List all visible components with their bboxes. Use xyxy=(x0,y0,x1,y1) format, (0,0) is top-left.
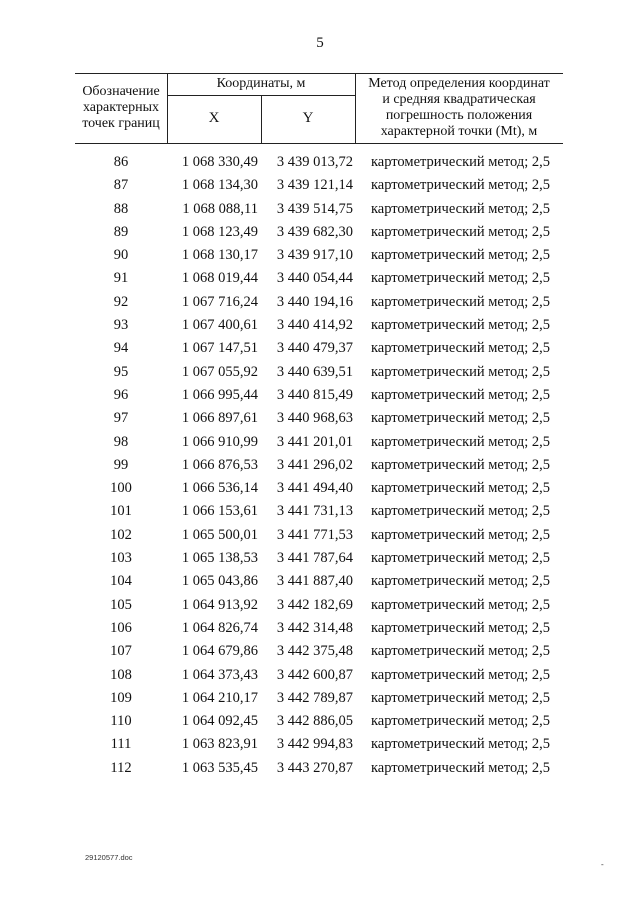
table-row xyxy=(75,291,563,314)
table-header xyxy=(75,73,563,143)
point-number: 105 xyxy=(110,596,132,613)
coordinate-x: 1 065 500,01 xyxy=(181,526,258,543)
table-row xyxy=(75,524,563,547)
point-number: 95 xyxy=(113,363,129,380)
coordinate-x: 1 066 536,14 xyxy=(181,480,258,497)
point-number: 86 xyxy=(113,154,129,170)
header-bottom-rule xyxy=(75,143,563,144)
method-cell: картометрический метод; 2,5 xyxy=(370,223,551,240)
method-cell: картометрический метод; 2,5 xyxy=(370,433,551,450)
point-number: 99 xyxy=(113,456,129,473)
page-number: 5 xyxy=(316,35,324,51)
file-name: 29120577.doc xyxy=(85,853,133,862)
point-number: 87 xyxy=(113,177,129,194)
coordinate-x: 1 068 330,49 xyxy=(181,154,258,170)
method-cell: картометрический метод; 2,5 xyxy=(370,363,551,380)
method-cell: картометрический метод; 2,5 xyxy=(370,247,551,264)
point-number: 101 xyxy=(110,503,132,520)
coordinate-y: 3 439 917,10 xyxy=(276,247,353,264)
table-row xyxy=(75,664,563,687)
point-number: 106 xyxy=(110,619,132,636)
coordinate-y: 3 442 789,87 xyxy=(276,689,353,706)
coordinate-y: 3 442 600,87 xyxy=(276,666,353,683)
point-number: 89 xyxy=(113,223,129,240)
table-row xyxy=(75,547,563,570)
coordinate-y: 3 440 639,51 xyxy=(276,363,353,380)
method-cell: картометрический метод; 2,5 xyxy=(370,270,551,287)
coordinate-y: 3 442 375,48 xyxy=(276,643,353,660)
method-cell: картометрический метод; 2,5 xyxy=(370,154,551,170)
method-cell: картометрический метод; 2,5 xyxy=(370,317,551,334)
method-cell: картометрический метод; 2,5 xyxy=(370,619,551,636)
point-number: 107 xyxy=(110,643,132,660)
method-cell: картометрический метод; 2,5 xyxy=(370,736,551,753)
coordinate-y: 3 442 994,83 xyxy=(276,736,353,753)
point-number: 98 xyxy=(113,433,129,450)
coordinate-y: 3 442 314,48 xyxy=(276,619,353,636)
coordinate-x: 1 064 679,86 xyxy=(181,643,258,660)
table-row xyxy=(75,640,563,663)
coordinate-x: 1 064 373,43 xyxy=(181,666,258,683)
coordinate-y: 3 441 787,64 xyxy=(276,550,353,567)
coordinate-y: 3 439 013,72 xyxy=(276,154,353,170)
point-number: 100 xyxy=(110,480,132,497)
coordinate-y: 3 440 968,63 xyxy=(276,410,353,427)
table-row xyxy=(75,500,563,523)
point-number: 112 xyxy=(110,759,132,776)
coordinate-x: 1 065 043,86 xyxy=(181,573,258,590)
table-row xyxy=(75,198,563,221)
coordinate-x: 1 066 153,61 xyxy=(181,503,258,520)
corner-mark: - xyxy=(601,860,604,869)
coordinate-x: 1 068 134,30 xyxy=(181,177,258,194)
table-row xyxy=(75,337,563,360)
table-row xyxy=(75,244,563,267)
header-top-rule xyxy=(75,73,563,74)
coordinate-y: 3 440 194,16 xyxy=(276,293,353,310)
coordinate-x: 1 065 138,53 xyxy=(181,550,258,567)
coordinate-y: 3 440 815,49 xyxy=(276,386,353,403)
point-number: 91 xyxy=(113,270,129,287)
table-row xyxy=(75,314,563,337)
method-cell: картометрический метод; 2,5 xyxy=(370,526,551,543)
coordinate-x: 1 066 876,53 xyxy=(181,456,258,473)
coordinate-y: 3 441 296,02 xyxy=(276,456,353,473)
coordinate-x: 1 063 535,45 xyxy=(181,759,258,776)
coordinate-y: 3 442 182,69 xyxy=(276,596,353,613)
coordinate-x: 1 067 400,61 xyxy=(181,317,258,334)
coordinate-x: 1 063 823,91 xyxy=(181,736,258,753)
table-row xyxy=(75,384,563,407)
method-cell: картометрический метод; 2,5 xyxy=(370,689,551,706)
table-row xyxy=(75,570,563,593)
method-cell: картометрический метод; 2,5 xyxy=(370,759,551,776)
coordinate-x: 1 068 123,49 xyxy=(181,223,258,240)
method-cell: картометрический метод; 2,5 xyxy=(370,340,551,357)
coordinate-y: 3 439 121,14 xyxy=(276,177,353,194)
coordinate-x: 1 067 147,51 xyxy=(181,340,258,357)
coordinate-y: 3 440 054,44 xyxy=(276,270,353,287)
coordinate-x: 1 067 716,24 xyxy=(181,293,258,310)
method-cell: картометрический метод; 2,5 xyxy=(370,573,551,590)
table-row xyxy=(75,710,563,733)
table-row xyxy=(75,361,563,384)
method-cell: картометрический метод; 2,5 xyxy=(370,200,551,217)
point-number: 111 xyxy=(110,736,132,753)
table-body xyxy=(75,151,563,780)
coordinate-y: 3 442 886,05 xyxy=(276,713,353,730)
coordinate-x: 1 066 897,61 xyxy=(181,410,258,427)
table-row xyxy=(75,151,563,174)
coordinate-x: 1 064 826,74 xyxy=(181,619,258,636)
method-cell: картометрический метод; 2,5 xyxy=(370,410,551,427)
point-number: 93 xyxy=(113,317,129,334)
method-cell: картометрический метод; 2,5 xyxy=(370,293,551,310)
table-row xyxy=(75,477,563,500)
table-row xyxy=(75,617,563,640)
point-number: 102 xyxy=(110,526,132,543)
table-row xyxy=(75,407,563,430)
coordinate-x: 1 064 210,17 xyxy=(181,689,258,706)
coordinate-y: 3 439 514,75 xyxy=(276,200,353,217)
method-cell: картометрический метод; 2,5 xyxy=(370,177,551,194)
table-row xyxy=(75,431,563,454)
point-number: 108 xyxy=(110,666,132,683)
coordinate-y: 3 439 682,30 xyxy=(276,223,353,240)
coordinate-x: 1 066 910,99 xyxy=(181,433,258,450)
y-header: Y xyxy=(302,110,314,126)
point-number: 94 xyxy=(113,340,129,357)
point-number: 88 xyxy=(113,200,129,217)
method-cell: картометрический метод; 2,5 xyxy=(370,503,551,520)
coordinates-header: Координаты, м xyxy=(216,76,306,91)
x-header: X xyxy=(208,110,220,126)
coordinate-x: 1 068 088,11 xyxy=(182,200,258,217)
point-number: 103 xyxy=(110,550,132,567)
designation-header: Обозначение характерных точек границ xyxy=(82,84,160,131)
coordinate-x: 1 064 092,45 xyxy=(181,713,258,730)
table-row xyxy=(75,267,563,290)
table-row xyxy=(75,687,563,710)
table-row xyxy=(75,594,563,617)
point-number: 97 xyxy=(113,410,129,427)
coordinate-x: 1 068 130,17 xyxy=(181,247,258,264)
coordinate-y: 3 441 731,13 xyxy=(276,503,353,520)
point-number: 109 xyxy=(110,689,132,706)
coordinate-y: 3 440 479,37 xyxy=(276,340,353,357)
method-cell: картометрический метод; 2,5 xyxy=(370,643,551,660)
table-row xyxy=(75,733,563,756)
point-number: 92 xyxy=(113,293,129,310)
coordinate-y: 3 440 414,92 xyxy=(276,317,353,334)
method-header: Метод определения координат и средняя квадратическая погрешность положения характерной точки (Mt), м xyxy=(368,76,550,139)
method-cell: картометрический метод; 2,5 xyxy=(370,596,551,613)
method-cell: картометрический метод; 2,5 xyxy=(370,456,551,473)
coordinate-x: 1 067 055,92 xyxy=(181,363,258,380)
table-row xyxy=(75,757,563,780)
method-cell: картометрический метод; 2,5 xyxy=(370,713,551,730)
point-number: 104 xyxy=(110,573,132,590)
coordinate-x: 1 068 019,44 xyxy=(181,270,258,287)
method-cell: картометрический метод; 2,5 xyxy=(370,550,551,567)
method-cell: картометрический метод; 2,5 xyxy=(370,480,551,497)
point-number: 90 xyxy=(113,247,129,264)
coordinate-y: 3 441 771,53 xyxy=(276,526,353,543)
coordinate-y: 3 441 201,01 xyxy=(276,433,353,450)
table-row xyxy=(75,221,563,244)
point-number: 110 xyxy=(110,713,132,730)
coordinate-y: 3 441 494,40 xyxy=(276,480,353,497)
point-number: 96 xyxy=(113,386,129,403)
coordinate-y: 3 443 270,87 xyxy=(276,759,353,776)
method-cell: картометрический метод; 2,5 xyxy=(370,666,551,683)
coordinate-x: 1 064 913,92 xyxy=(181,596,258,613)
coordinate-y: 3 441 887,40 xyxy=(276,573,353,590)
table-row xyxy=(75,454,563,477)
table-row xyxy=(75,174,563,197)
coordinate-x: 1 066 995,44 xyxy=(181,386,258,403)
method-cell: картометрический метод; 2,5 xyxy=(370,386,551,403)
